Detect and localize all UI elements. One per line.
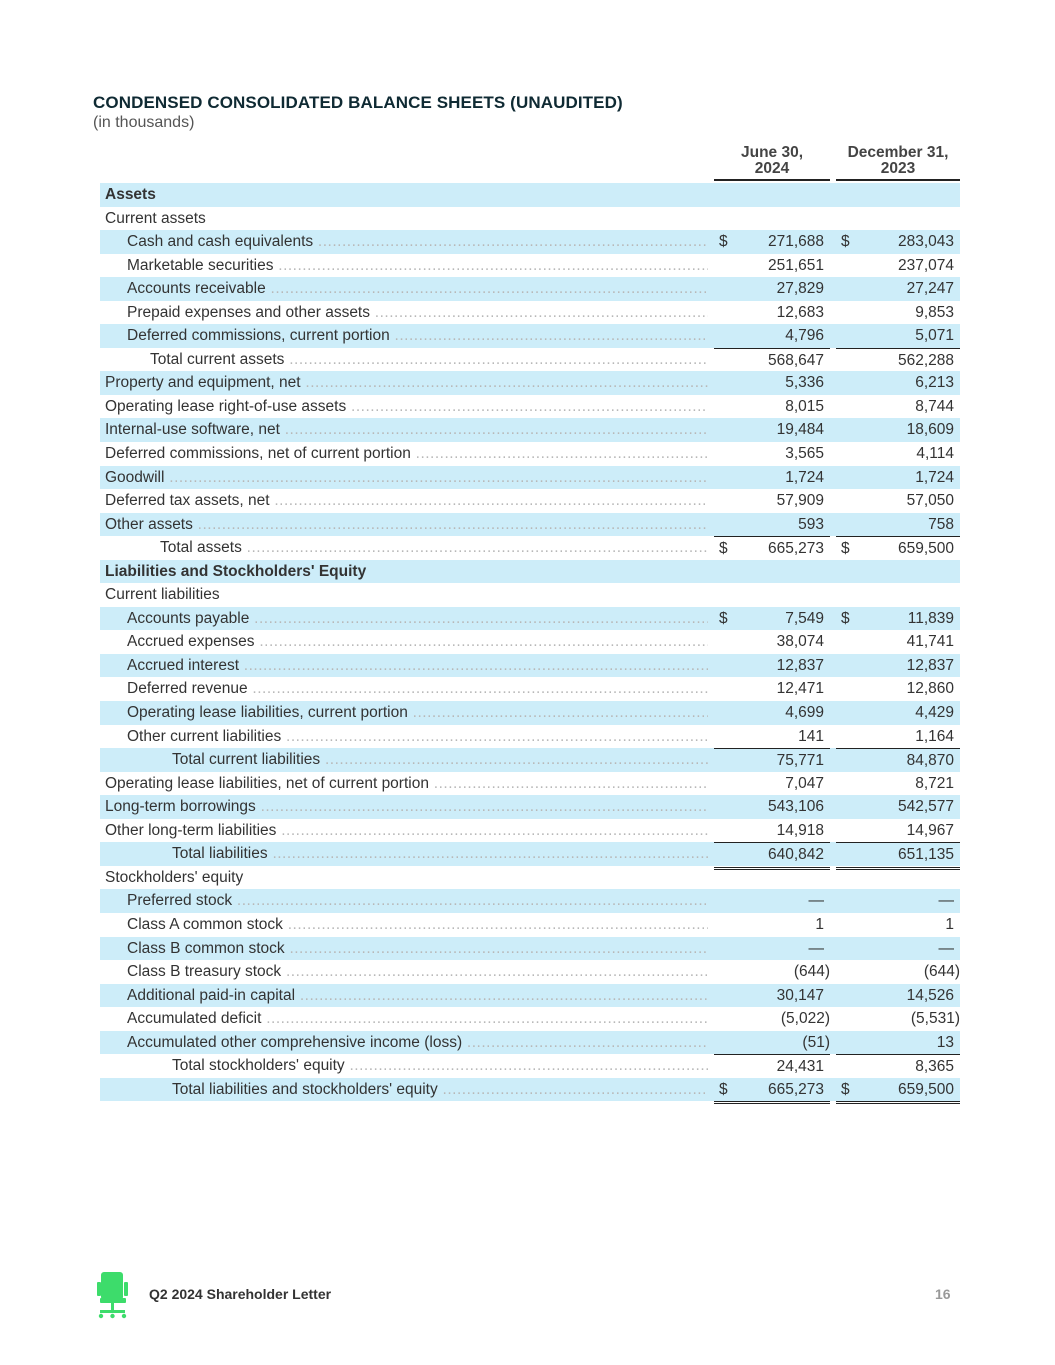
value-cell-june-2024 <box>714 183 830 207</box>
table-row-accumulated-other-comprehensive-income-loss <box>100 1031 960 1055</box>
cell-value: 12,837 <box>906 656 954 674</box>
table-row-deferred-revenue <box>100 677 960 701</box>
table-row-other-long-term-liabilities <box>100 819 960 843</box>
value-cell-june-2024 <box>714 1078 830 1105</box>
value-cell-june-2024 <box>714 795 830 819</box>
value-cell-june-2024 <box>714 937 830 961</box>
value-cell-june-2024 <box>714 677 830 701</box>
value-cell-june-2024 <box>714 466 830 490</box>
row-label: Deferred tax assets, net ..... <box>105 492 708 510</box>
table-row-total-liabilities <box>100 842 960 866</box>
table-row-class-b-common-stock <box>100 937 960 961</box>
cell-value: 758 <box>928 515 954 533</box>
cell-value: 11,839 <box>907 609 954 627</box>
value-cell-june-2024 <box>714 489 830 513</box>
cell-value: 12,683 <box>776 303 824 321</box>
currency-symbol: $ <box>719 540 728 558</box>
cell-value: 12,860 <box>906 680 954 698</box>
table-row-current-assets <box>100 207 960 231</box>
table-row-operating-lease-right-of-use-assets <box>100 395 960 419</box>
cell-value: 659,500 <box>897 1080 954 1098</box>
value-cell-december-2023 <box>836 254 960 278</box>
cell-value: 283,043 <box>897 233 954 251</box>
cell-value: 57,909 <box>776 492 824 510</box>
value-cell-june-2024 <box>714 725 830 749</box>
value-cell-june-2024 <box>714 583 830 607</box>
value-cell-june-2024 <box>714 442 830 466</box>
cell-value: 7,047 <box>785 774 824 792</box>
value-cell-december-2023 <box>836 677 960 701</box>
value-cell-december-2023 <box>836 1031 960 1055</box>
row-label: Other assets ..... <box>105 516 708 534</box>
row-label: Total stockholders' equity ..... <box>172 1057 708 1075</box>
row-label: Total liabilities and stockholders' equity ..... <box>172 1081 708 1099</box>
table-row-long-term-borrowings <box>100 795 960 819</box>
value-cell-december-2023 <box>836 630 960 654</box>
cell-value: 5,071 <box>915 327 954 345</box>
row-label: Accrued expenses ..... <box>127 633 708 651</box>
table-row-assets <box>100 183 960 207</box>
currency-symbol: $ <box>719 609 728 627</box>
value-cell-december-2023 <box>836 748 960 773</box>
cell-value: — <box>938 939 954 957</box>
value-cell-december-2023 <box>836 513 960 537</box>
value-cell-june-2024 <box>714 748 830 773</box>
value-cell-june-2024 <box>714 630 830 654</box>
value-cell-december-2023 <box>836 889 960 913</box>
cell-value: (5,022) <box>780 1010 830 1028</box>
cell-value: 568,647 <box>767 351 824 369</box>
cell-value: 41,741 <box>906 633 954 651</box>
cell-value: 24,431 <box>776 1058 824 1076</box>
value-cell-june-2024 <box>714 371 830 395</box>
row-label: Stockholders' equity <box>105 868 244 886</box>
value-cell-june-2024 <box>714 277 830 301</box>
row-label: Accounts receivable ..... <box>127 280 708 298</box>
cell-value: 4,796 <box>785 327 824 345</box>
value-cell-june-2024 <box>714 395 830 419</box>
value-cell-december-2023 <box>836 866 960 890</box>
row-label: Class A common stock ..... <box>127 916 708 934</box>
table-row-total-liabilities-and-stockholders-equity <box>100 1078 960 1102</box>
cell-value: (644) <box>923 963 960 981</box>
table-row-deferred-tax-assets-net <box>100 489 960 513</box>
cell-value: 8,744 <box>915 397 954 415</box>
cell-value: 1,724 <box>785 468 824 486</box>
page-subtitle: (in thousands) <box>93 114 195 131</box>
column-header-row <box>100 143 960 183</box>
cell-value: 271,688 <box>767 233 824 251</box>
row-label: Goodwill ..... <box>105 469 708 487</box>
row-label: Prepaid expenses and other assets ..... <box>127 304 708 322</box>
value-cell-june-2024 <box>714 348 830 373</box>
cell-value: 14,918 <box>776 821 824 839</box>
cell-value: 27,829 <box>776 280 824 298</box>
row-label: Liabilities and Stockholders' Equity <box>105 562 367 580</box>
value-cell-june-2024 <box>714 913 830 937</box>
cell-value: 8,721 <box>915 774 954 792</box>
value-cell-december-2023 <box>836 230 960 254</box>
cell-value: 1,164 <box>915 727 954 745</box>
value-cell-december-2023 <box>836 607 960 631</box>
currency-symbol: $ <box>841 540 850 558</box>
currency-symbol: $ <box>841 609 850 627</box>
value-cell-june-2024 <box>714 324 830 348</box>
cell-value: 3,565 <box>785 445 824 463</box>
cell-value: — <box>938 892 954 910</box>
cell-value: 4,114 <box>916 445 954 463</box>
row-label: Deferred revenue ..... <box>127 680 708 698</box>
row-label: Other long-term liabilities ..... <box>105 822 708 840</box>
table-row-cash-and-cash-equivalents <box>100 230 960 254</box>
table-row-deferred-commissions-current-portion <box>100 324 960 348</box>
cell-value: 1,724 <box>915 468 954 486</box>
value-cell-december-2023 <box>836 348 960 373</box>
row-label: Deferred commissions, current portion ..... <box>127 327 708 345</box>
value-cell-june-2024 <box>714 513 830 537</box>
value-cell-december-2023 <box>836 207 960 231</box>
cell-value: 7,549 <box>785 609 824 627</box>
value-cell-june-2024 <box>714 819 830 843</box>
row-label: Current assets <box>105 209 206 227</box>
cell-value: (644) <box>793 963 830 981</box>
row-label: Total current liabilities ..... <box>172 751 708 769</box>
cell-value: 84,870 <box>906 752 954 770</box>
value-cell-june-2024 <box>714 607 830 631</box>
table-row-additional-paid-in-capital <box>100 984 960 1008</box>
table-row-total-current-assets <box>100 348 960 372</box>
currency-symbol: $ <box>841 1080 850 1098</box>
cell-value: 30,147 <box>776 986 824 1004</box>
value-cell-december-2023 <box>836 701 960 725</box>
cell-value: 543,106 <box>767 798 824 816</box>
value-cell-december-2023 <box>836 583 960 607</box>
value-cell-june-2024 <box>714 230 830 254</box>
cell-value: 13 <box>936 1033 954 1051</box>
value-cell-june-2024 <box>714 984 830 1008</box>
row-label: Long-term borrowings ..... <box>105 798 708 816</box>
row-label: Accounts payable ..... <box>127 610 708 628</box>
cell-value: 18,609 <box>906 421 954 439</box>
value-cell-june-2024 <box>714 207 830 231</box>
cell-value: 141 <box>798 727 824 745</box>
table-row-class-a-common-stock <box>100 913 960 937</box>
table-row-goodwill <box>100 466 960 490</box>
cell-value: 665,273 <box>767 540 824 558</box>
table-row-accounts-payable <box>100 607 960 631</box>
value-cell-december-2023 <box>836 301 960 325</box>
value-cell-december-2023 <box>836 1007 960 1031</box>
row-label: Preferred stock ..... <box>127 892 708 910</box>
value-cell-june-2024 <box>714 418 830 442</box>
table-row-other-current-liabilities <box>100 725 960 749</box>
value-cell-december-2023 <box>836 772 960 796</box>
table-row-liabilities-and-stockholders-equity <box>100 560 960 584</box>
table-row-operating-lease-liabilities-current-portion <box>100 701 960 725</box>
value-cell-december-2023 <box>836 371 960 395</box>
cell-value: 19,484 <box>776 421 824 439</box>
cell-value: 14,967 <box>906 821 954 839</box>
row-label: Operating lease liabilities, net of current portion ..... <box>105 775 708 793</box>
row-label: Class B common stock ..... <box>127 940 708 958</box>
table-row-deferred-commissions-net-of-current-portion <box>100 442 960 466</box>
table-row-accumulated-deficit <box>100 1007 960 1031</box>
value-cell-december-2023 <box>836 795 960 819</box>
currency-symbol: $ <box>719 1080 728 1098</box>
value-cell-december-2023 <box>836 183 960 207</box>
table-row-accounts-receivable <box>100 277 960 301</box>
cell-value: 8,015 <box>785 397 824 415</box>
value-cell-december-2023 <box>836 1054 960 1079</box>
row-label: Total current assets ..... <box>150 351 708 369</box>
row-label: Additional paid-in capital ..... <box>127 987 708 1005</box>
cell-value: 8,365 <box>915 1058 954 1076</box>
row-label: Class B treasury stock ..... <box>127 963 708 981</box>
cell-value: 5,336 <box>785 374 824 392</box>
cell-value: 665,273 <box>767 1080 824 1098</box>
cell-value: 75,771 <box>776 752 824 770</box>
cell-value: 659,500 <box>897 540 954 558</box>
table-row-internal-use-software-net <box>100 418 960 442</box>
table-row-property-and-equipment-net <box>100 371 960 395</box>
row-label: Current liabilities <box>105 586 220 604</box>
cell-value: 12,471 <box>776 680 824 698</box>
table-row-preferred-stock <box>100 889 960 913</box>
value-cell-june-2024 <box>714 1054 830 1079</box>
table-row-prepaid-expenses-and-other-assets <box>100 301 960 325</box>
table-row-marketable-securities <box>100 254 960 278</box>
value-cell-june-2024 <box>714 889 830 913</box>
cell-value: 1 <box>945 915 954 933</box>
value-cell-december-2023 <box>836 984 960 1008</box>
row-label: Total liabilities ..... <box>172 845 708 863</box>
row-label: Operating lease liabilities, current portion ..... <box>127 704 708 722</box>
row-label: Accrued interest ..... <box>127 657 708 675</box>
value-cell-june-2024 <box>714 701 830 725</box>
cell-value: 9,853 <box>915 303 954 321</box>
cell-value: 14,526 <box>906 986 954 1004</box>
cell-value: 57,050 <box>906 492 954 510</box>
value-cell-june-2024 <box>714 560 830 584</box>
row-label: Marketable securities ..... <box>127 257 708 275</box>
value-cell-june-2024 <box>714 1031 830 1055</box>
table-row-accrued-expenses <box>100 630 960 654</box>
value-cell-june-2024 <box>714 254 830 278</box>
cell-value: 562,288 <box>897 351 954 369</box>
page-title: CONDENSED CONSOLIDATED BALANCE SHEETS (UNAUDITED) <box>93 93 623 112</box>
value-cell-june-2024 <box>714 1007 830 1031</box>
value-cell-december-2023 <box>836 937 960 961</box>
cell-value: 12,837 <box>776 656 824 674</box>
value-cell-december-2023 <box>836 913 960 937</box>
row-label: Accumulated other comprehensive income (loss) ..... <box>127 1034 708 1052</box>
cell-value: 4,429 <box>915 704 954 722</box>
currency-symbol: $ <box>841 233 850 251</box>
page-number: 16 <box>935 1286 951 1302</box>
value-cell-december-2023 <box>836 442 960 466</box>
cell-value: 237,074 <box>897 256 954 274</box>
row-label: Property and equipment, net ..... <box>105 374 708 392</box>
value-cell-december-2023 <box>836 418 960 442</box>
value-cell-june-2024 <box>714 772 830 796</box>
cell-value: 6,213 <box>915 374 954 392</box>
row-label: Other current liabilities ..... <box>127 728 708 746</box>
column-header-december-2023: December 31, 2023 <box>836 145 960 181</box>
column-header-june-2024: June 30, 2024 <box>714 145 830 181</box>
value-cell-december-2023 <box>836 489 960 513</box>
value-cell-december-2023 <box>836 560 960 584</box>
value-cell-june-2024 <box>714 654 830 678</box>
cell-value: 651,135 <box>897 846 954 864</box>
table-body <box>100 183 960 1101</box>
row-label: Accumulated deficit ..... <box>127 1010 708 1028</box>
cell-value: 593 <box>798 515 824 533</box>
balance-sheet-table <box>100 143 960 1101</box>
value-cell-june-2024 <box>714 866 830 890</box>
value-cell-december-2023 <box>836 1078 960 1105</box>
cell-value: 251,651 <box>767 256 824 274</box>
cell-value: (51) <box>802 1033 830 1051</box>
table-row-stockholders-equity <box>100 866 960 890</box>
cell-value: — <box>808 939 824 957</box>
value-cell-december-2023 <box>836 466 960 490</box>
row-label: Cash and cash equivalents ..... <box>127 233 708 251</box>
table-row-total-assets <box>100 536 960 560</box>
value-cell-december-2023 <box>836 960 960 984</box>
cell-value: — <box>808 892 824 910</box>
cell-value: 4,699 <box>785 704 824 722</box>
row-label: Internal-use software, net ..... <box>105 421 708 439</box>
value-cell-june-2024 <box>714 960 830 984</box>
footer-title: Q2 2024 Shareholder Letter <box>149 1286 332 1302</box>
cell-value: (5,531) <box>910 1010 960 1028</box>
row-label: Assets <box>105 186 156 203</box>
value-cell-december-2023 <box>836 395 960 419</box>
cell-value: 542,577 <box>897 798 954 816</box>
value-cell-december-2023 <box>836 725 960 749</box>
cell-value: 1 <box>815 915 824 933</box>
currency-symbol: $ <box>719 233 728 251</box>
value-cell-december-2023 <box>836 324 960 348</box>
table-row-operating-lease-liabilities-net-of-current-portion <box>100 772 960 796</box>
value-cell-december-2023 <box>836 654 960 678</box>
row-label: Operating lease right-of-use assets ..... <box>105 398 708 416</box>
table-row-accrued-interest <box>100 654 960 678</box>
cell-value: 38,074 <box>776 633 824 651</box>
table-row-total-current-liabilities <box>100 748 960 772</box>
table-row-total-stockholders-equity <box>100 1054 960 1078</box>
cell-value: 27,247 <box>906 280 954 298</box>
value-cell-june-2024 <box>714 301 830 325</box>
row-label: Total assets ..... <box>160 539 708 557</box>
value-cell-december-2023 <box>836 277 960 301</box>
value-cell-december-2023 <box>836 819 960 843</box>
cell-value: 640,842 <box>767 846 824 864</box>
table-row-class-b-treasury-stock <box>100 960 960 984</box>
table-row-other-assets <box>100 513 960 537</box>
row-label: Deferred commissions, net of current portion ..... <box>105 445 708 463</box>
table-row-current-liabilities <box>100 583 960 607</box>
office-chair-icon <box>97 1272 129 1320</box>
